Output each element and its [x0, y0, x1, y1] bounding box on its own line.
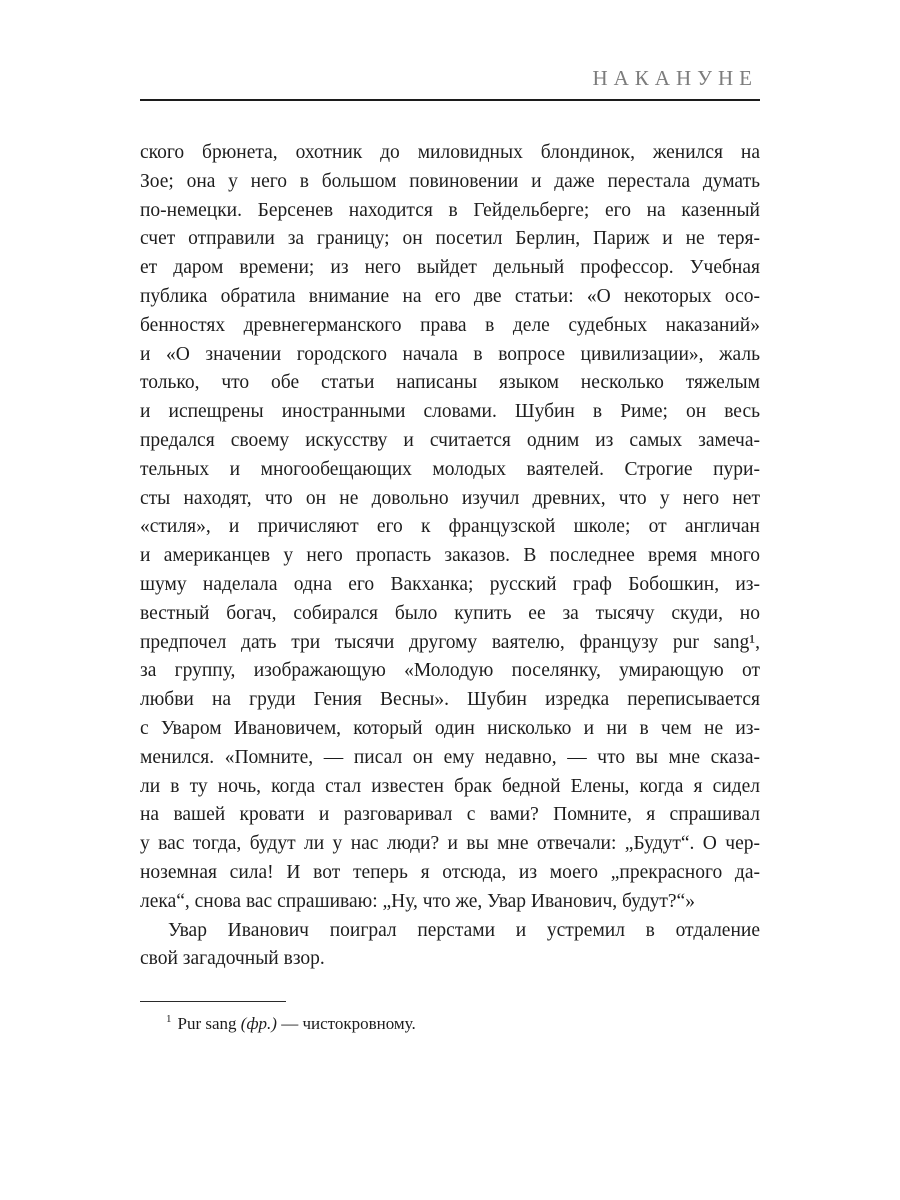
text-line: ского брюнета, охотник до миловидных блондинок, женился на — [140, 142, 760, 163]
text-line: ет даром времени; из него выйдет дельный профессор. Учебная — [140, 257, 760, 279]
header-rule — [140, 99, 760, 101]
text-line: и американцев у него пропасть заказов. В последнее время много — [140, 545, 760, 567]
text-line: ноземная сила! И вот теперь я отсюда, из моего „прекрасного да- — [140, 861, 760, 883]
text-line: Зое; она у него в большом повиновении и даже перестала думать — [140, 170, 760, 192]
text-line: сты находят, что он не довольно изучил древних, что у него нет — [140, 487, 760, 509]
footnote-text — [140, 1012, 760, 1036]
text-line: Увар Иванович поиграл перстами и устремил в отдаление — [168, 919, 760, 941]
text-line: любви на груди Гения Весны». Шубин изредка переписывается — [140, 689, 760, 711]
text-line: лека“, снова вас спрашиваю: „Ну, что же, Увар Иванович, будут?“» — [140, 890, 695, 912]
text-line: менился. «Помните, — писал он ему недавно, — что вы мне сказа- — [140, 746, 760, 768]
running-head — [140, 66, 760, 101]
text-line: и «О значении городского начала в вопросе цивилизации», жаль — [140, 343, 760, 365]
text-line: с Уваром Ивановичем, который один нисколько и ни в чем не из- — [140, 717, 760, 739]
text-line: и испещрены иностранными словами. Шубин в Риме; он весь — [140, 401, 760, 423]
text-line: бенностях древнегерманского права в деле судебных наказаний» — [140, 314, 760, 336]
text-line: счет отправили за границу; он посетил Берлин, Париж и не теря- — [140, 228, 760, 250]
footnote-text-part: — чистокровному. — [276, 1014, 416, 1033]
text-line: свой загадочный взор. — [140, 948, 325, 970]
text-line: шуму наделала одна его Вакханка; русский граф Бобошкин, из- — [140, 573, 760, 595]
text-line: ли в ту ночь, когда стал известен брак бедной Елены, когда я сидел — [140, 775, 760, 797]
footnote-language-label: (фр.) — [240, 1014, 277, 1033]
page-title: НАКАНУНЕ — [592, 66, 758, 90]
text-line: только, что обе статьи написаны языком несколько тяжелым — [140, 372, 760, 394]
text-line: тельных и многообещающих молодых ваятелей. Строгие пури- — [140, 458, 760, 480]
text-line: публика обратила внимание на его две статьи: «О некоторых осо- — [140, 285, 760, 307]
footnote-text-part: Pur sang — [177, 1014, 241, 1033]
text-line: «стиля», и причисляют его к французской школе; от англичан — [140, 516, 760, 538]
text-line: предался своему искусству и считается одним из самых замеча- — [140, 429, 760, 451]
text-line: за группу, изображающую «Молодую поселянку, умирающую от — [140, 660, 760, 682]
footnote-rule — [140, 1001, 286, 1002]
body-text — [140, 139, 760, 974]
text-line: на вашей кровати и разговаривал с вами? Помните, я спрашивал — [140, 804, 760, 826]
footnote-marker: 1 — [166, 1013, 172, 1026]
text-line: предпочел дать три тысячи другому ваятелю, французу pur sang¹, — [140, 631, 760, 653]
text-line: вестный богач, собирался было купить ее за тысячу скуди, но — [140, 602, 760, 624]
text-line: у вас тогда, будут ли у нас люди? и вы мне отвечали: „Будут“. О чер- — [140, 833, 760, 855]
footnote — [140, 1001, 760, 1036]
text-line: по-немецки. Берсенев находится в Гейдельберге; его на казенный — [140, 199, 760, 221]
